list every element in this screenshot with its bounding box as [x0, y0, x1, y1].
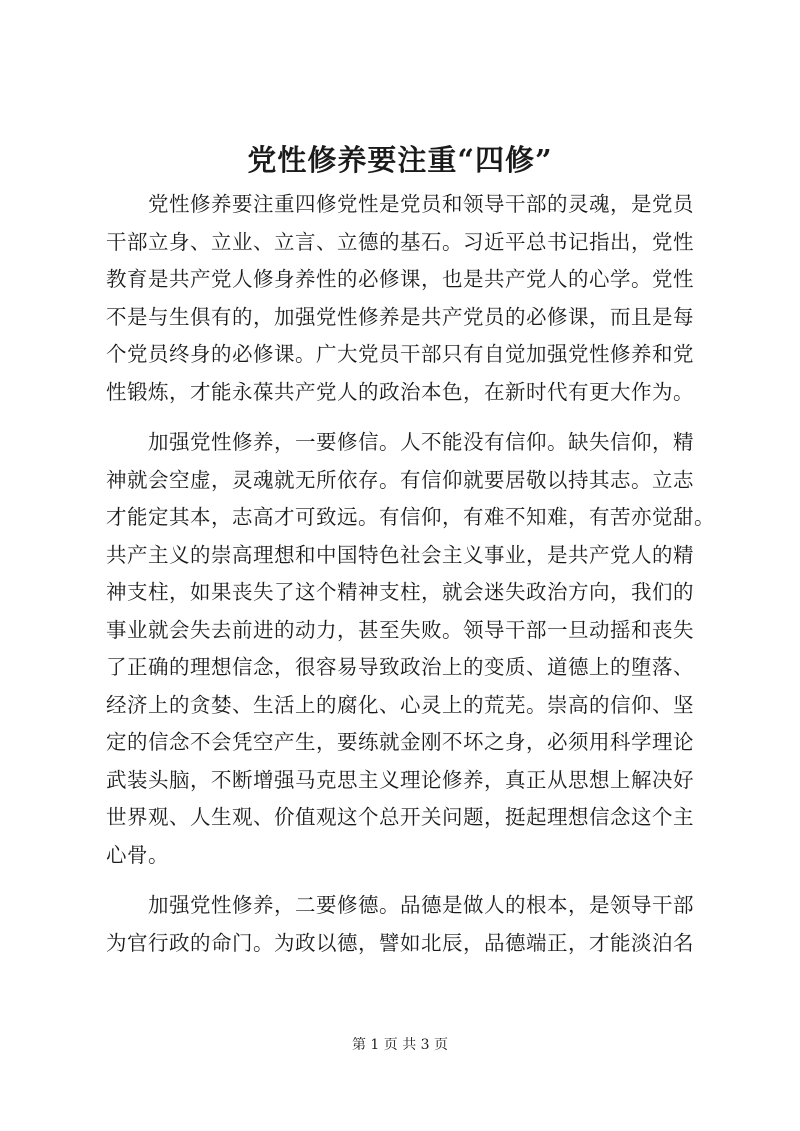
body-line: 心骨。	[106, 842, 169, 867]
body-line: 个党员终身的必修课。广大党员干部只有自觉加强党性修养和党	[106, 342, 694, 366]
body-line: 神就会空虚，灵魂就无所依存。有信仰就要居敬以持其志。立志	[106, 467, 694, 492]
body-line: 了正确的理想信念，很容易导致政治上的变质、道德上的堕落、	[106, 655, 694, 679]
body-line: 武装头脑，不断增强马克思主义理论修养，真正从思想上解决好	[106, 767, 694, 792]
paragraph-gap	[106, 411, 706, 424]
document-body	[106, 186, 715, 962]
body-line: 才能定其本，志高才可致远。有信仰，有难不知难，有苦亦觉甜。	[106, 505, 715, 529]
body-line: 不是与生俱有的，加强党性修养是共产党员的必修课，而且是每	[106, 304, 694, 329]
body-line: 经济上的贪婪、生活上的腐化、心灵上的荒芜。崇高的信仰、坚	[106, 692, 694, 717]
body-line: 党性修养要注重四修党性是党员和领导干部的灵魂，是党员	[106, 192, 694, 216]
body-line: 加强党性修养，二要修德。品德是做人的根本，是领导干部	[106, 893, 694, 917]
body-line: 事业就会失去前进的动力，甚至失败。领导干部一旦动摇和丧失	[106, 617, 694, 642]
body-line: 神支柱，如果丧失了这个精神支柱，就会迷失政治方向，我们的	[106, 580, 694, 604]
page-footer: 第 1 页 共 3 页	[351, 1037, 449, 1053]
body-line: 为官行政的命门。为政以德，譬如北辰，品德端正，才能淡泊名	[106, 930, 694, 955]
document-title: 党性修养要注重“四修”	[247, 143, 553, 177]
body-line: 性锻炼，才能永葆共产党人的政治本色，在新时代有更大作为。	[106, 379, 694, 404]
body-line: 共产主义的崇高理想和中国特色社会主义事业，是共产党人的精	[106, 542, 694, 567]
body-line: 世界观、人生观、价值观这个总开关问题，挺起理想信念这个主	[106, 805, 694, 829]
paragraph-gap	[106, 874, 706, 887]
body-line: 定的信念不会凭空产生，要练就金刚不坏之身，必须用科学理论	[106, 730, 694, 754]
body-line: 教育是共产党人修身养性的必修课，也是共产党人的心学。党性	[106, 267, 694, 291]
body-line: 加强党性修养，一要修信。人不能没有信仰。缺失信仰，精	[106, 430, 694, 454]
body-line: 干部立身、立业、立言、立德的基石。习近平总书记指出，党性	[106, 229, 694, 254]
